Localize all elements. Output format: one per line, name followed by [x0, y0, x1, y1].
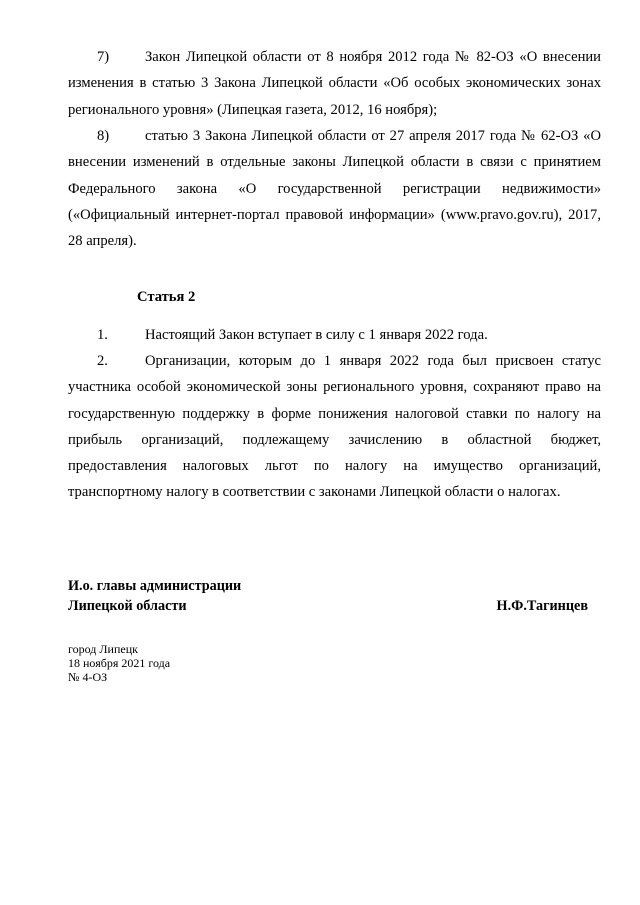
- signature-block: [68, 577, 588, 616]
- article-item-2: [68, 348, 601, 506]
- article-item-number: 1.: [97, 327, 108, 343]
- footer-date: 18 ноября 2021 года: [68, 655, 171, 670]
- article-item-1: [68, 322, 601, 348]
- article-item-text: Настоящий Закон вступает в силу с 1 января 2022 года.: [145, 327, 488, 343]
- list-item-text: статью 3 Закона Липецкой области от 27 апреля 2017 года № 62-ОЗ «О внесении изменений в отдельные законы Липецкой области в связи с принятием Федерального закона «О государственной регистрации недвижимости» («Официальный интернет-портал правовой информации» (www.pravo.gov.ru), 2017, 28 апреля).: [68, 128, 601, 250]
- article-item-text: Организации, которым до 1 января 2022 года был присвоен статус участника особой экономической зоны регионального уровня, сохраняют право на государственную поддержку в форме понижения налоговой ставки по налогу на прибыль организаций, подлежащему зачислению в областной бюджет, предоставления налоговых льгот по налогу на имущество организаций, транспортному налогу в соответствии с законами Липецкой области о налогах.: [68, 353, 601, 501]
- list-item-number: 8): [97, 128, 110, 144]
- list-item-text: Закон Липецкой области от 8 ноября 2012 года № 82-ОЗ «О внесении изменения в статью 3 Закона Липецкой области «Об особых экономических зонах регионального уровня» (Липецкая газета, 2012, 16 ноября);: [68, 49, 601, 118]
- document-footer: [68, 643, 170, 684]
- article-heading: Статья 2: [137, 289, 196, 305]
- article-item-number: 2.: [97, 353, 108, 369]
- signature-name: Н.Ф.Тагинцев: [496, 597, 588, 614]
- footer-number: № 4-ОЗ: [68, 669, 108, 684]
- list-item-8: [68, 123, 601, 254]
- signature-title-line1: И.о. главы администрации: [68, 578, 242, 594]
- signature-title-line2: Липецкой области: [68, 597, 187, 614]
- list-item-number: 7): [97, 49, 110, 65]
- list-item-7: [68, 44, 601, 123]
- footer-city: город Липецк: [68, 642, 138, 656]
